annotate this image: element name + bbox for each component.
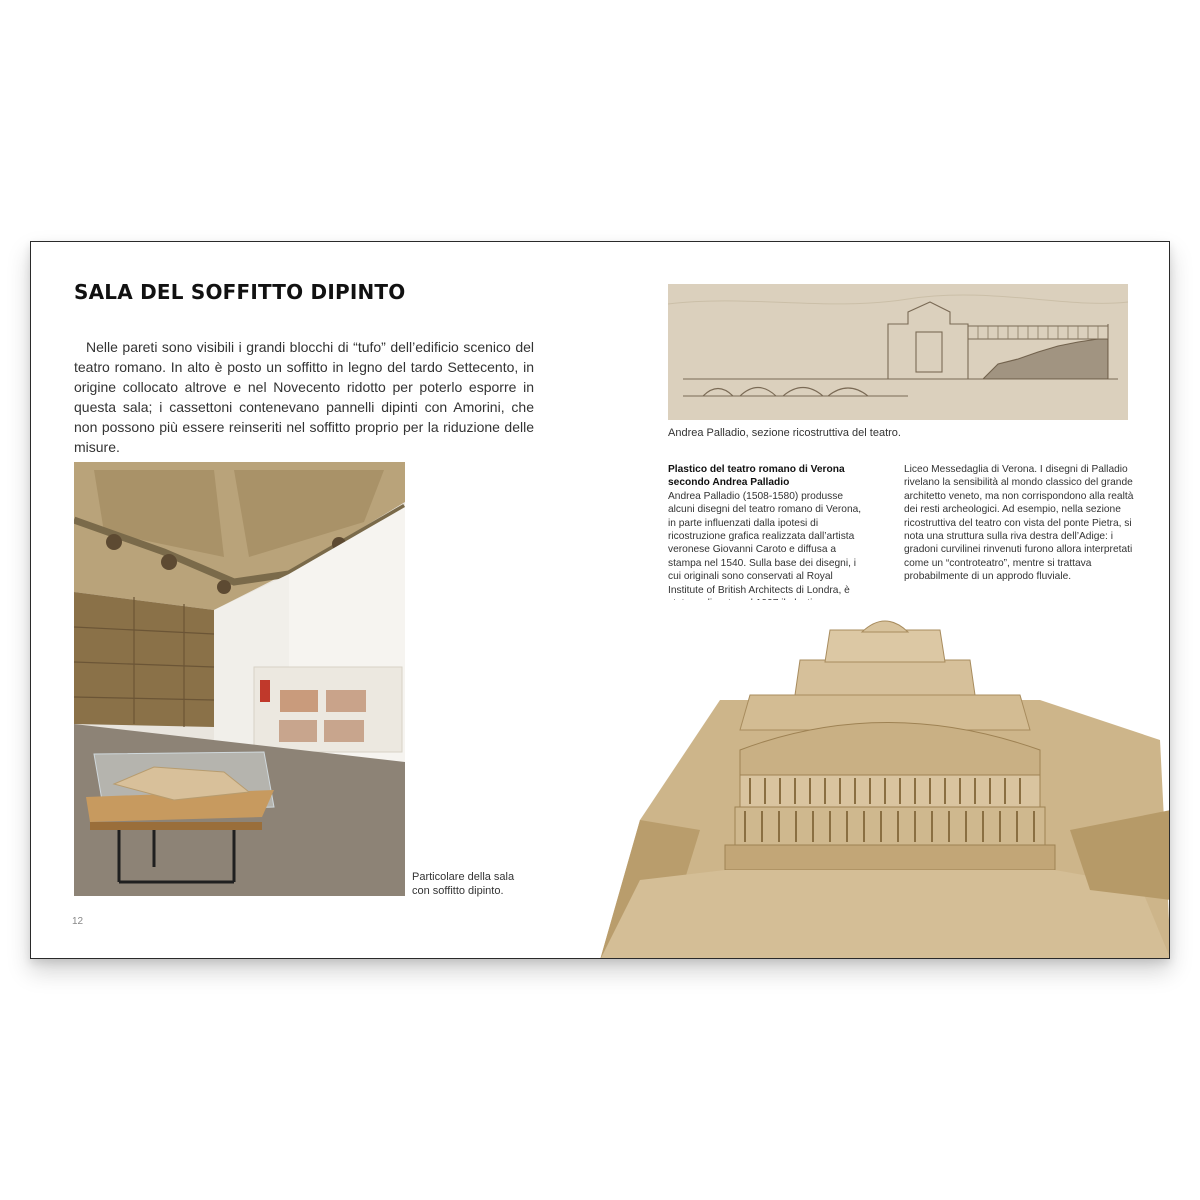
top-tier xyxy=(825,630,945,662)
upper-tier xyxy=(795,660,975,695)
room-caption-line-1: Particolare della sala xyxy=(412,871,515,883)
model-text-column-2 xyxy=(904,463,1144,584)
model-body-text: Andrea Palladio (1508-1580) produsse alcuni disegni del teatro romano di Verona, in parte influenzati dalla ipotesi di ricostruzione grafica realizzata dall’artista veronese Giovanni Caroto e diffusa a stampa nel 1540. Sulla base dei disegni, i cui originali sono conservati al Royal Institute of British Architects di Londra, è xyxy=(668,490,862,596)
model-heading xyxy=(668,463,868,490)
scaenae-front xyxy=(725,845,1055,870)
panel-drawing xyxy=(324,720,364,742)
orchestra-platform xyxy=(600,870,1170,959)
panel-label xyxy=(260,680,270,702)
colonnade-lower xyxy=(735,807,1045,845)
book-spread xyxy=(30,241,1170,959)
room-photo xyxy=(74,462,405,896)
intro-paragraph: Nelle pareti sono visibili i grandi blocchi di “tufo” dell’edificio scenico del teatro romano. In alto è posto un soffitto in legno del tardo Settecento, in origine collocato altrove e nel Novecento ridotto per poterlo esporre in questa sala; i cassettoni contenevano pannelli dipinti con Amorini, che non possono più essere reinseriti nel soffitto proprio per la riduzione delle misure. xyxy=(74,339,534,455)
colonnade-upper xyxy=(740,775,1040,807)
ceiling-ornament xyxy=(106,534,122,550)
model-heading-line-1: Plastico del teatro romano di Verona xyxy=(668,464,845,475)
model-body-text-continued: Liceo Messedaglia di Verona. I disegni di Palladio rivelano la sensibilità al mondo classico del grande architetto veneto, ma non corrispondono alla realtà dei resti archeologici. Ad esempio, nella sezione ricostruttiva del teatro con vista del ponte Pietra, si nota una struttura sulla riva destra dell’Adige: i gradoni curvilinei rinvenuti furono allora interpretati come un “controteatro”, mentre si trattava probabilmente di un approdo fluviale. xyxy=(904,464,1134,583)
panel-drawing xyxy=(280,690,318,712)
tufo-stone-wall xyxy=(74,592,214,727)
table-edge xyxy=(90,822,262,830)
ceiling-ornament xyxy=(161,554,177,570)
room-caption-line-2: con soffitto dipinto. xyxy=(412,885,504,897)
room-photo-caption xyxy=(412,870,542,898)
page-number: 12 xyxy=(72,916,84,927)
palladio-section-drawing xyxy=(668,284,1128,420)
page-title: SALA DEL SOFFITTO DIPINTO xyxy=(74,280,406,304)
panel-drawing xyxy=(326,690,366,712)
drawing-caption: Andrea Palladio, sezione ricostruttiva del teatro. xyxy=(668,427,901,439)
panel-drawing xyxy=(279,720,317,742)
wooden-model-photo xyxy=(600,600,1170,959)
ceiling-ornament xyxy=(217,580,231,594)
model-heading-line-2: secondo Andrea Palladio xyxy=(668,477,790,489)
